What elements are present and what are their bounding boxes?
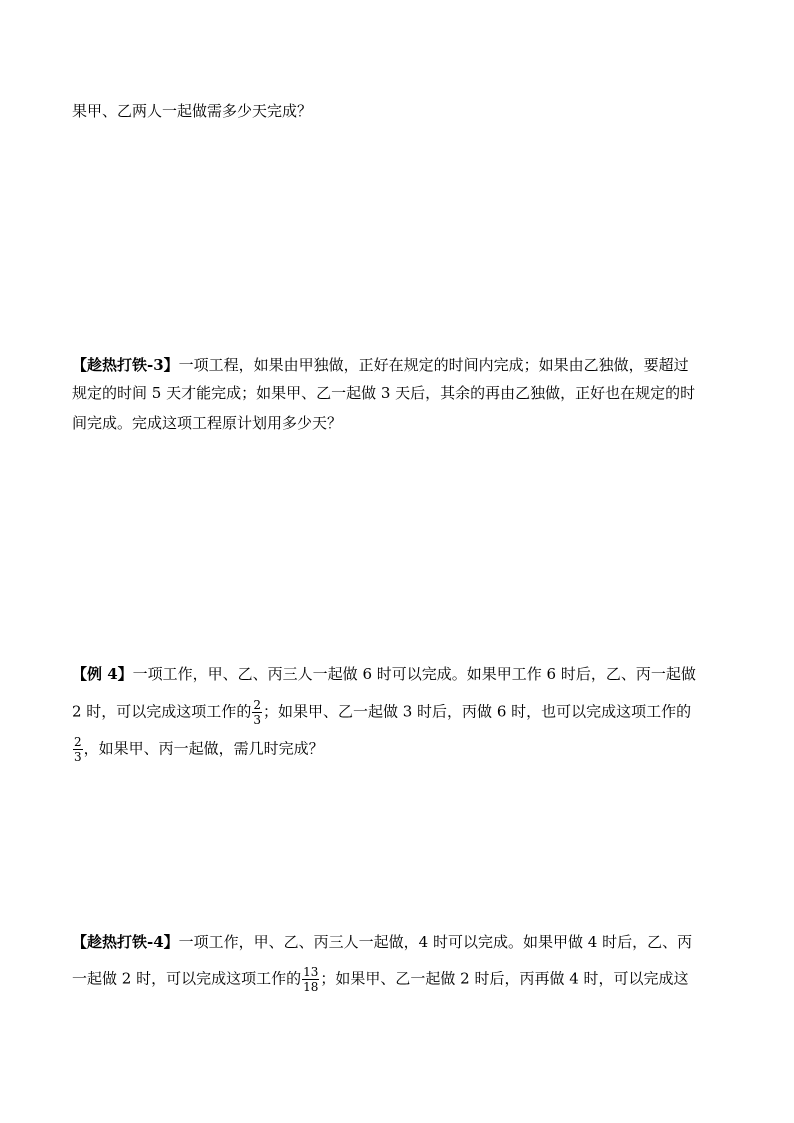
practice4-text-1: 一项工作，甲、乙、丙三人一起做，4 时可以完成。如果甲做 4 时后，乙、丙 — [178, 933, 693, 951]
intro-text: 果甲、乙两人一起做需多少天完成？ — [72, 102, 313, 120]
practice4-line-1 — [72, 932, 692, 952]
practice3-line-3 — [72, 413, 342, 433]
practice4-tag: 【趁热打铁-4】 — [72, 933, 179, 951]
practice4-text-2b: ；如果甲、乙一起做 2 时后，丙再做 4 时，可以完成这 — [320, 969, 689, 988]
practice4-fraction: $\frac{13}{18}$ — [303, 965, 319, 994]
example4-text-2a: 2 时，可以完成这项工作的 — [72, 702, 252, 721]
example4-line-1 — [72, 664, 696, 684]
intro-line-1 — [72, 101, 312, 121]
example4-text-2b: ；如果甲、乙一起做 3 时后，丙做 6 时，也可以完成这项工作的 — [262, 702, 692, 721]
example4-line-3 — [72, 735, 324, 764]
practice4-line-2 — [72, 965, 689, 994]
example4-fraction-2: $\frac{2}{3}$ — [74, 735, 82, 764]
practice4-text-2a: 一起做 2 时，可以完成这项工作的 — [72, 969, 302, 988]
example4-line-2 — [72, 698, 691, 727]
example4-tag: 【例 4】 — [72, 665, 133, 683]
practice3-text-3: 间完成。完成这项工程原计划用多少天？ — [72, 414, 343, 432]
example4-text-3: ，如果甲、丙一起做，需几时完成？ — [83, 739, 324, 758]
practice3-line-2 — [72, 383, 695, 403]
practice3-line-1 — [72, 355, 689, 375]
example4-text-1: 一项工作，甲、乙、丙三人一起做 6 时可以完成。如果甲工作 6 时后，乙、丙一起做 — [132, 665, 696, 683]
practice3-text-1: 一项工程，如果由甲独做，正好在规定的时间内完成；如果由乙独做，要超过 — [178, 356, 689, 374]
practice3-tag: 【趁热打铁-3】 — [72, 356, 179, 374]
practice3-text-2: 规定的时间 5 天才能完成；如果甲、乙一起做 3 天后，其余的再由乙独做，正好也在规定的时 — [72, 384, 696, 402]
example4-fraction-1: $\frac{2}{3}$ — [253, 698, 261, 727]
